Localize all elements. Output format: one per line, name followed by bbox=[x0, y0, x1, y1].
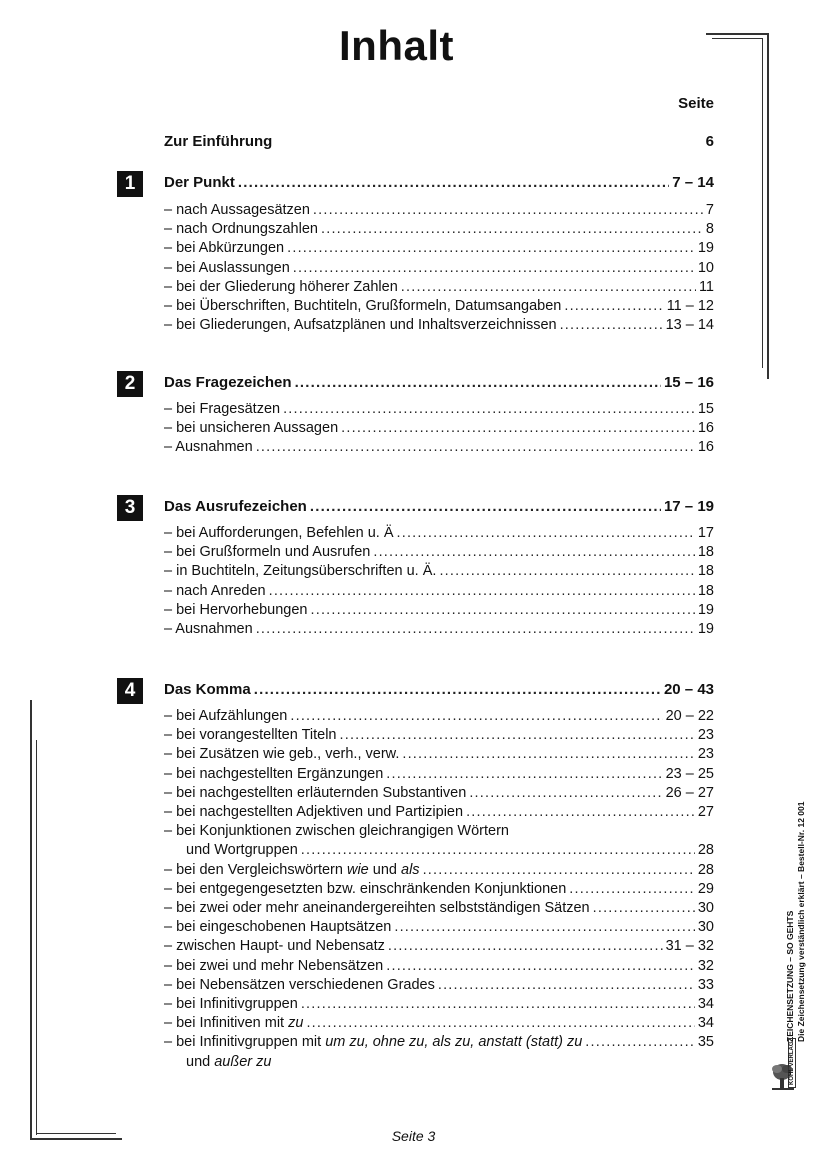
toc-entry-row bbox=[164, 220, 714, 239]
section-heading-row bbox=[164, 497, 714, 516]
leader-dots bbox=[388, 937, 663, 956]
leader-dots bbox=[373, 543, 695, 562]
leader-dots bbox=[560, 316, 663, 335]
leader-dots bbox=[593, 899, 695, 918]
entry-text: – nach Aussagesätzen bbox=[164, 202, 310, 218]
entry-page: 29 bbox=[697, 880, 714, 897]
leader-dots bbox=[401, 278, 696, 297]
entry-page: 19 bbox=[697, 621, 714, 637]
page-footer: Seite 3 bbox=[391, 1128, 436, 1144]
leader-dots bbox=[466, 803, 695, 822]
entry-page: 10 bbox=[697, 259, 714, 276]
intro-label: Zur Einführung bbox=[164, 133, 273, 150]
intro-page: 6 bbox=[705, 133, 714, 150]
entry-text: – bei nachgestellten erläuternden Substantiven bbox=[164, 784, 467, 801]
section-heading-row bbox=[164, 680, 714, 699]
leader-dots bbox=[301, 995, 695, 1014]
entry-text: – Ausnahmen bbox=[164, 439, 253, 456]
toc-entry-row bbox=[164, 937, 714, 956]
entry-page: 13 – 14 bbox=[665, 317, 714, 334]
entry-text: – bei eingeschobenen Hauptsätzen bbox=[164, 919, 392, 936]
section-title: Der Punkt bbox=[164, 174, 235, 191]
toc-entry-row-continued bbox=[164, 841, 714, 860]
toc-entry-row bbox=[164, 543, 714, 562]
entry-page: 16 bbox=[697, 420, 714, 437]
toc-entry-row bbox=[164, 620, 714, 639]
leader-dots bbox=[585, 1033, 695, 1052]
leader-dots bbox=[306, 1014, 694, 1033]
section-pages: 7 – 14 bbox=[672, 174, 714, 191]
toc-entry-row bbox=[164, 419, 714, 438]
entry-page: 18 bbox=[697, 544, 714, 561]
toc-entry-row bbox=[164, 784, 714, 803]
leader-dots bbox=[287, 239, 695, 258]
entry-text-mid: und bbox=[372, 861, 397, 878]
entry-text: – bei zwei und mehr Nebensätzen bbox=[164, 957, 384, 974]
leader-dots bbox=[564, 297, 663, 316]
leader-dots bbox=[341, 419, 695, 438]
entry-continuation-line bbox=[186, 1053, 271, 1072]
entry-text: – nach Anreden bbox=[164, 582, 266, 599]
entry-text: – bei Überschriften, Buchtiteln, Grußformeln, Datumsangaben bbox=[164, 298, 562, 314]
entry-text: – bei Infinitivgruppen mit bbox=[164, 1034, 322, 1051]
entry-continuation: und Wortgruppen bbox=[186, 842, 298, 859]
toc-entry-row bbox=[164, 976, 714, 995]
toc-entry-row bbox=[164, 400, 714, 419]
leader-dots bbox=[310, 497, 661, 516]
entry-page: 16 bbox=[697, 439, 714, 456]
entry-page: 17 bbox=[697, 525, 714, 541]
entry-text: – bei Infinitivgruppen bbox=[164, 996, 298, 1012]
frame-right-line bbox=[767, 33, 769, 379]
page-title: Inhalt bbox=[339, 22, 454, 69]
toc-entry-row bbox=[164, 1033, 714, 1052]
leader-dots bbox=[386, 765, 662, 784]
entry-page: 18 bbox=[697, 563, 714, 580]
toc-entry-row bbox=[164, 259, 714, 278]
toc-entry-row bbox=[164, 239, 714, 258]
toc-entry-row bbox=[164, 899, 714, 918]
entry-text: – bei der Gliederung höherer Zahlen bbox=[164, 278, 398, 295]
leader-dots bbox=[313, 201, 703, 220]
entry-text: – bei vorangestellten Titeln bbox=[164, 727, 337, 744]
toc-entry-row bbox=[164, 726, 714, 745]
toc-entry-row bbox=[164, 707, 714, 726]
entry-text: – bei Nebensätzen verschiedenen Grades bbox=[164, 976, 435, 993]
leader-dots bbox=[394, 918, 695, 937]
entry-text: – bei nachgestellten Adjektiven und Partizipien bbox=[164, 804, 464, 820]
entry-page: 35 bbox=[697, 1034, 714, 1051]
entry-text: – bei unsicheren Aussagen bbox=[164, 420, 339, 437]
section-number-box: 3 bbox=[117, 495, 143, 521]
entry-text: – bei zwei oder mehr aneinandergereihten selbstständigen Sätzen bbox=[164, 900, 590, 916]
entry-page: 7 bbox=[705, 202, 714, 218]
frame-left-line bbox=[30, 700, 32, 1140]
entry-page: 18 bbox=[697, 582, 714, 599]
toc-entry-row bbox=[164, 861, 714, 880]
publisher-name: KOHL VERLAG bbox=[788, 1038, 796, 1088]
entry-page: 26 – 27 bbox=[665, 784, 714, 801]
leader-dots bbox=[321, 220, 703, 239]
frame-right-line-inner bbox=[762, 38, 763, 368]
entry-page: 11 – 12 bbox=[666, 298, 714, 314]
entry-text: – bei Grußformeln und Ausrufen bbox=[164, 544, 371, 561]
section-title: Das Ausrufezeichen bbox=[164, 498, 307, 515]
entry-page: 20 – 22 bbox=[665, 708, 714, 724]
leader-dots bbox=[254, 680, 661, 699]
leader-dots bbox=[311, 601, 695, 620]
entry-emphasis: wie bbox=[346, 861, 369, 878]
toc-entry-row bbox=[164, 880, 714, 899]
section-number-box: 1 bbox=[117, 171, 143, 197]
leader-dots bbox=[238, 173, 669, 192]
leader-dots bbox=[397, 524, 695, 543]
section-heading-row bbox=[164, 173, 714, 192]
entry-text: – bei Abkürzungen bbox=[164, 240, 285, 257]
entry-page: 19 bbox=[697, 240, 714, 257]
frame-left-line-inner bbox=[36, 740, 37, 1135]
entry-page: 30 bbox=[697, 900, 714, 916]
leader-dots bbox=[290, 707, 662, 726]
entry-page: 27 bbox=[697, 804, 714, 820]
entry-page: 15 bbox=[697, 401, 714, 417]
leader-dots bbox=[438, 976, 695, 995]
section-number-box: 4 bbox=[117, 678, 143, 704]
entry-page: 31 – 32 bbox=[665, 938, 714, 955]
entry-page: 32 bbox=[697, 957, 714, 974]
entry-page: 8 bbox=[705, 221, 714, 238]
leader-dots bbox=[283, 400, 695, 419]
toc-entry-row bbox=[164, 582, 714, 601]
entry-page: 23 bbox=[697, 746, 714, 763]
leader-dots bbox=[256, 438, 695, 457]
entry-emphasis-2: als bbox=[401, 861, 420, 878]
entry-emphasis: um zu, ohne zu, als zu, anstatt (statt) zu bbox=[325, 1034, 583, 1051]
section-pages: 20 – 43 bbox=[663, 681, 714, 698]
toc-entry-row bbox=[164, 957, 714, 976]
section-pages: 15 – 16 bbox=[663, 374, 714, 391]
entry-text: – bei Auslassungen bbox=[164, 259, 290, 276]
entry-text: – bei den Vergleichswörtern bbox=[164, 861, 343, 878]
series-subtitle: Die Zeichensetzung verständlich erklärt – Bestell-Nr. 12 001 bbox=[796, 801, 806, 1042]
entry-continuation: und bbox=[186, 1053, 211, 1070]
leader-dots bbox=[295, 373, 661, 392]
leader-dots bbox=[439, 562, 694, 581]
entry-text: – Ausnahmen bbox=[164, 621, 253, 637]
toc-entry-row bbox=[164, 278, 714, 297]
leader-dots bbox=[569, 880, 695, 899]
entry-text: – bei Zusätzen wie geb., verh., verw. bbox=[164, 746, 400, 763]
toc-entry-row bbox=[164, 765, 714, 784]
entry-page: 19 bbox=[697, 601, 714, 618]
section-heading-row bbox=[164, 373, 714, 392]
section-title: Das Fragezeichen bbox=[164, 374, 292, 391]
leader-dots bbox=[423, 861, 695, 880]
entry-page: 33 bbox=[697, 976, 714, 993]
leader-dots bbox=[301, 841, 695, 860]
leader-dots bbox=[469, 784, 662, 803]
entry-emphasis: zu bbox=[288, 1015, 304, 1032]
entry-text: – bei Konjunktionen zwischen gleichrangigen Wörtern bbox=[164, 823, 509, 840]
entry-text: – bei Hervorhebungen bbox=[164, 601, 308, 618]
series-sidebar bbox=[785, 802, 807, 1042]
leader-dots bbox=[402, 745, 695, 764]
entry-page: 11 bbox=[698, 278, 714, 295]
page-column-header: Seite bbox=[678, 95, 714, 112]
leader-dots bbox=[269, 582, 695, 601]
toc-entry-row bbox=[164, 822, 714, 841]
leader-dots bbox=[256, 620, 695, 639]
section-number-box: 2 bbox=[117, 371, 143, 397]
toc-entry-row bbox=[164, 918, 714, 937]
entry-text: – zwischen Haupt- und Nebensatz bbox=[164, 938, 385, 955]
entry-text: – bei Fragesätzen bbox=[164, 401, 281, 417]
entry-text: – bei entgegengesetzten bzw. einschränkenden Konjunktionen bbox=[164, 880, 567, 897]
entry-page: 23 – 25 bbox=[665, 765, 714, 782]
entry-page: 23 bbox=[697, 727, 714, 744]
toc-entry-row bbox=[164, 803, 714, 822]
section-pages: 17 – 19 bbox=[663, 498, 714, 515]
entry-text: – nach Ordnungszahlen bbox=[164, 221, 318, 238]
toc-entry-row bbox=[164, 601, 714, 620]
toc-entry-row bbox=[164, 1014, 714, 1033]
toc-entry-row bbox=[164, 201, 714, 220]
leader-dots bbox=[386, 957, 695, 976]
intro-row bbox=[164, 132, 714, 151]
entry-text: – in Buchtiteln, Zeitungsüberschriften u. Ä. bbox=[164, 563, 437, 580]
entry-continuation-emphasis: außer zu bbox=[214, 1053, 272, 1070]
section-title: Das Komma bbox=[164, 681, 251, 698]
series-title: ZEICHENSETZUNG – SO GEHTS bbox=[785, 910, 795, 1042]
toc-entry-row bbox=[164, 524, 714, 543]
entry-page: 34 bbox=[697, 996, 714, 1012]
toc-entry-row bbox=[164, 562, 714, 581]
entry-text: – bei Aufzählungen bbox=[164, 708, 288, 724]
entry-text: – bei nachgestellten Ergänzungen bbox=[164, 765, 384, 782]
entry-page: 30 bbox=[697, 919, 714, 936]
entry-text: – bei Infinitiven mit bbox=[164, 1015, 285, 1032]
toc-entry-row bbox=[164, 297, 714, 316]
leader-dots bbox=[340, 726, 695, 745]
entry-text: – bei Gliederungen, Aufsatzplänen und Inhaltsverzeichnissen bbox=[164, 317, 557, 334]
entry-page: 28 bbox=[697, 861, 714, 878]
entry-page: 34 bbox=[697, 1015, 714, 1032]
toc-entry-row bbox=[164, 438, 714, 457]
toc-entry-row bbox=[164, 745, 714, 764]
toc-entry-row bbox=[164, 316, 714, 335]
entry-page: 28 bbox=[697, 842, 714, 859]
leader-dots bbox=[293, 259, 695, 278]
entry-text: – bei Aufforderungen, Befehlen u. Ä bbox=[164, 525, 394, 541]
toc-entry-row bbox=[164, 995, 714, 1014]
